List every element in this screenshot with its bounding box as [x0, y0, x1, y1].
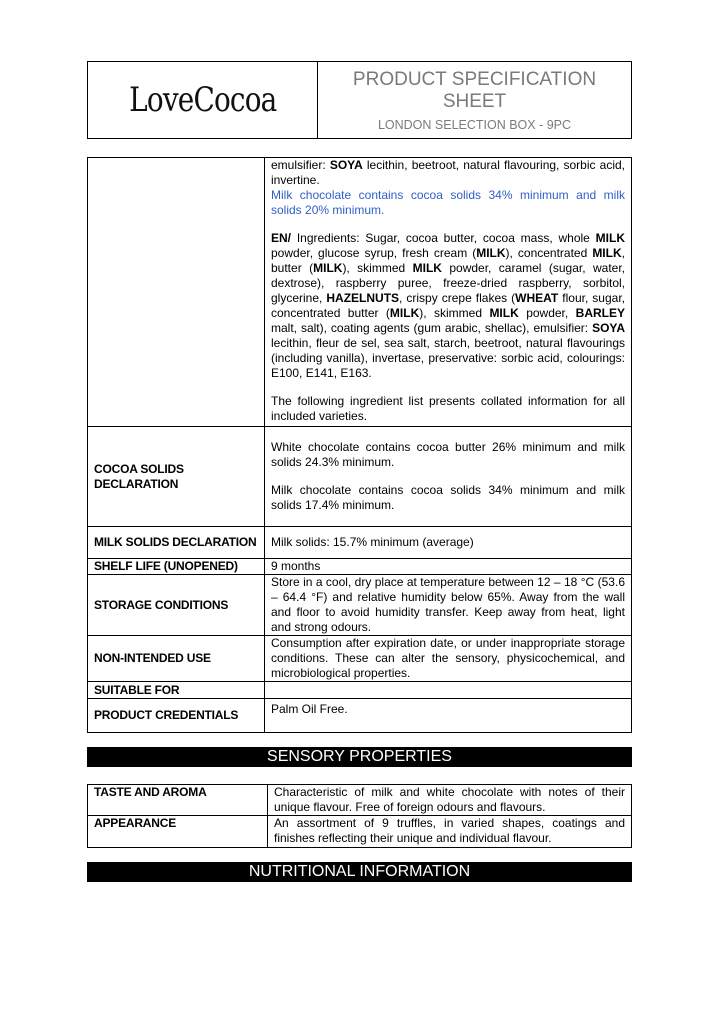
- ingredients-en: EN/ Ingredients: Sugar, cocoa butter, cocoa mass, whole MILK powder, glucose syrup, fresh cream (MILK), concentrated MILK, butter (MILK), skimmed MILK powder, caramel (sugar, water, dextrose), raspberry puree, freeze-dried raspberry, sorbitol, glycerine, HAZELNUTS, crispy crepe flakes (WHEAT flour, sugar, concentrated butter (MILK), skimmed MILK powder, BARLEY malt, salt), coating agents (gum arabic, shellac), emulsifier: SOYA lecithin, fleur de sel, sea salt, starch, beetroot, natural flavourings (including vanilla), invertase, preservative: sorbic acid, colourings: E100, E141, E163.: [271, 231, 626, 380]
- header-table: [87, 61, 632, 139]
- credentials-row: [88, 699, 632, 733]
- ingredients-label-cell: [88, 158, 265, 427]
- milk-solids-row: [88, 527, 632, 559]
- nutrition-heading: NUTRITIONAL INFORMATION: [87, 862, 632, 882]
- suitable-value: [265, 682, 632, 699]
- sheet-title-line1: PRODUCT SPECIFICATION: [352, 68, 597, 90]
- cocoa-solids-label: COCOA SOLIDS DECLARATION: [88, 427, 265, 527]
- milk-solids-label: MILK SOLIDS DECLARATION: [88, 527, 265, 559]
- ingredients-row: [88, 158, 632, 427]
- appearance-row: [88, 816, 632, 848]
- ingredients-intro: emulsifier: SOYA lecithin, beetroot, natural flavouring, sorbic acid, invertine.: [271, 158, 626, 187]
- ingredients-milk-note: Milk chocolate contains cocoa solids 34% minimum and milk solids 20% minimum.: [271, 188, 625, 217]
- cocoa-milk-text: Milk chocolate contains cocoa solids 34% minimum and milk solids 17.4% minimum.: [271, 483, 625, 512]
- suitable-label: SUITABLE FOR: [88, 682, 265, 699]
- non-intended-value: Consumption after expiration date, or under inappropriate storage conditions. These can alter the sensory, physicochemical, and microbiological properties.: [265, 636, 632, 682]
- brand-logo: LoveCocoa: [128, 80, 277, 120]
- sheet-title-line2: SHEET: [442, 90, 507, 112]
- cocoa-white-text: White chocolate contains cocoa butter 26% minimum and milk solids 24.3% minimum.: [271, 440, 625, 469]
- storage-row: [88, 575, 632, 636]
- ingredients-collated: The following ingredient list presents collated information for all included varieties.: [271, 394, 625, 423]
- taste-value: Characteristic of milk and white chocolate with notes of their unique flavour. Free of foreign odours and flavours.: [268, 785, 632, 816]
- appearance-label: APPEARANCE: [88, 816, 268, 848]
- sensory-table: [87, 784, 632, 848]
- cocoa-solids-cell: [265, 427, 632, 527]
- storage-label: STORAGE CONDITIONS: [88, 575, 265, 636]
- credentials-label: PRODUCT CREDENTIALS: [88, 699, 265, 733]
- sheet-subtitle: LONDON SELECTION BOX - 9PC: [377, 117, 572, 132]
- title-cell: [318, 62, 631, 138]
- shelf-life-row: [88, 559, 632, 575]
- taste-label: TASTE AND AROMA: [88, 785, 268, 816]
- non-intended-label: NON-INTENDED USE: [88, 636, 265, 682]
- sensory-heading: SENSORY PROPERTIES: [87, 747, 632, 767]
- suitable-row: [88, 682, 632, 699]
- taste-row: [88, 785, 632, 816]
- storage-value: Store in a cool, dry place at temperature between 12 – 18 °C (53.6 – 64.4 °F) and relative humidity below 65%. Away from the wall and floor to avoid humidity transfer. Keep away from heat, light and strong odours.: [265, 575, 632, 636]
- spec-table: [87, 157, 632, 733]
- milk-solids-value: Milk solids: 15.7% minimum (average): [265, 527, 632, 559]
- ingredients-cell: [265, 158, 632, 427]
- cocoa-solids-row: [88, 427, 632, 527]
- credentials-value: Palm Oil Free.: [265, 699, 632, 733]
- non-intended-row: [88, 636, 632, 682]
- logo-cell: [88, 62, 318, 138]
- appearance-value: An assortment of 9 truffles, in varied shapes, coatings and finishes reflecting their unique and individual flavour.: [268, 816, 632, 848]
- shelf-life-label: SHELF LIFE (UNOPENED): [88, 559, 265, 575]
- shelf-life-value: 9 months: [265, 559, 632, 575]
